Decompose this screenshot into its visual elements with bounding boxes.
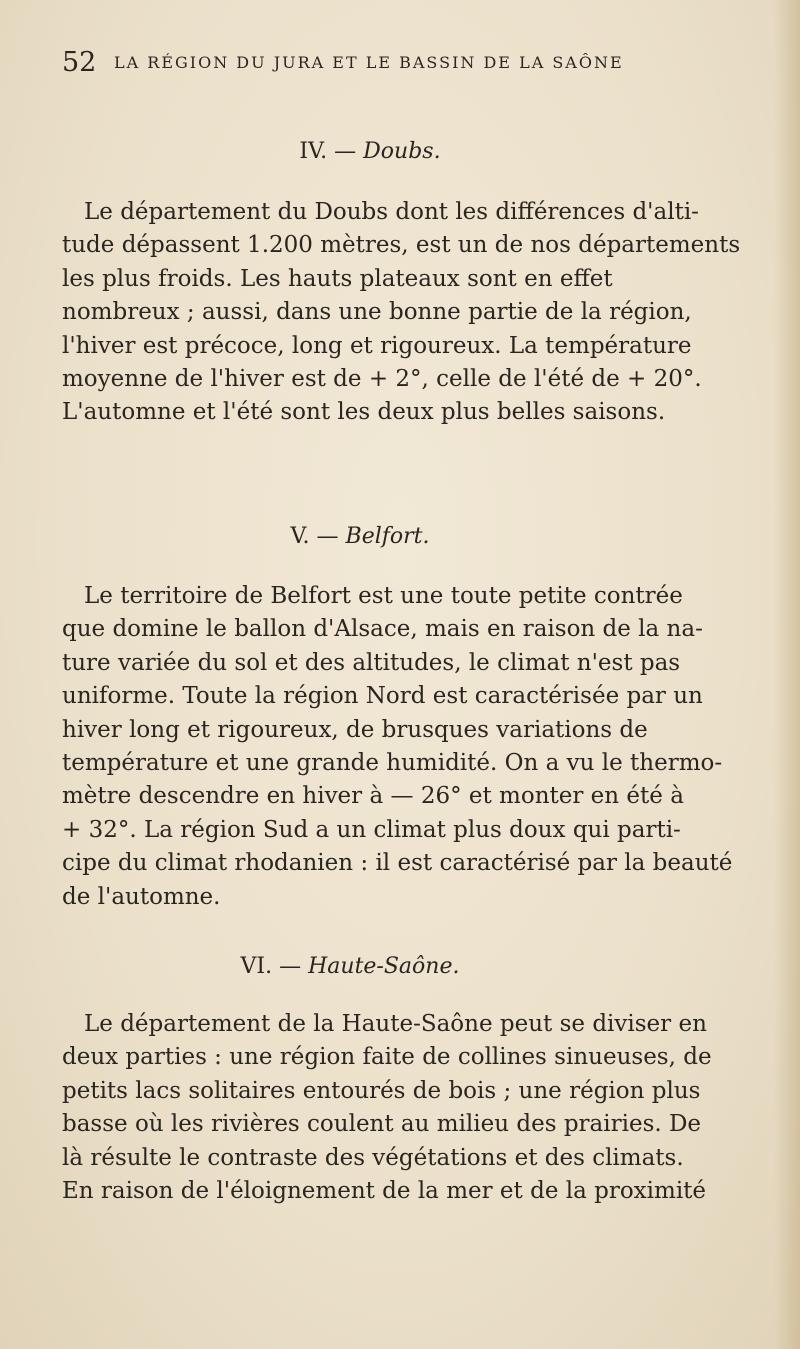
text-line: Le département de la Haute-Saône peut se diviser en <box>84 1011 707 1037</box>
running-head <box>62 46 762 80</box>
text-line: l'hiver est précoce, long et rigoureux. La température <box>62 332 692 359</box>
text-line: cipe du climat rhodanien : il est caractérisé par la beauté <box>62 850 733 877</box>
section-numeral: VI. — <box>240 954 302 979</box>
section-heading-haute-saone <box>0 952 750 982</box>
text-line: les plus froids. Les hauts plateaux sont en effet <box>62 265 613 292</box>
section-numeral: IV. — <box>299 139 357 164</box>
section-name: Haute-Saône. <box>308 954 460 979</box>
section-name: Doubs. <box>363 139 441 164</box>
text-line: là résulte le contraste des végétations et des climats. <box>62 1144 684 1171</box>
section-heading-doubs <box>0 137 770 167</box>
text-line: basse où les rivières coulent au milieu des prairies. De <box>62 1111 702 1138</box>
text-line: Le département du Doubs dont les différences d'alti- <box>84 199 699 225</box>
section-heading-belfort <box>0 522 760 552</box>
paragraph-belfort <box>62 580 800 914</box>
text-line: mètre descendre en hiver à — 26° et monter en été à <box>62 783 684 810</box>
text-line: Le territoire de Belfort est une toute petite contrée <box>84 583 683 609</box>
text-line: hiver long et rigoureux, de brusques variations de <box>62 716 648 743</box>
paragraph-doubs <box>62 196 800 430</box>
text-line: uniforme. Toute la région Nord est caractérisée par un <box>62 683 703 710</box>
section-name: Belfort. <box>345 524 430 549</box>
text-line: nombreux ; aussi, dans une bonne partie de la région, <box>62 299 692 326</box>
text-line: moyenne de l'hiver est de + 2°, celle de l'été de + 20°. <box>62 365 702 392</box>
text-line: En raison de l'éloignement de la mer et de la proximité <box>62 1177 707 1204</box>
section-numeral: V. — <box>290 524 339 549</box>
paragraph-haute-saone <box>62 1008 800 1208</box>
text-line: tude dépassent 1.200 mètres, est un de nos départements <box>62 232 741 259</box>
text-line: de l'automne. <box>62 883 221 910</box>
running-title: LA RÉGION DU JURA ET LE BASSIN DE LA SAÔNE <box>114 53 624 72</box>
text-line: ture variée du sol et des altitudes, le climat n'est pas <box>62 649 681 676</box>
text-line: deux parties : une région faite de collines sinueuses, de <box>62 1044 712 1071</box>
text-line: + 32°. La région Sud a un climat plus doux qui parti- <box>62 816 681 843</box>
text-line: petits lacs solitaires entourés de bois ; une région plus <box>62 1077 701 1104</box>
page-number: 52 <box>62 47 97 78</box>
text-line: L'automne et l'été sont les deux plus belles saisons. <box>62 399 666 426</box>
text-line: que domine le ballon d'Alsace, mais en raison de la na- <box>62 616 703 643</box>
text-line: température et une grande humidité. On a vu le thermo- <box>62 749 723 776</box>
